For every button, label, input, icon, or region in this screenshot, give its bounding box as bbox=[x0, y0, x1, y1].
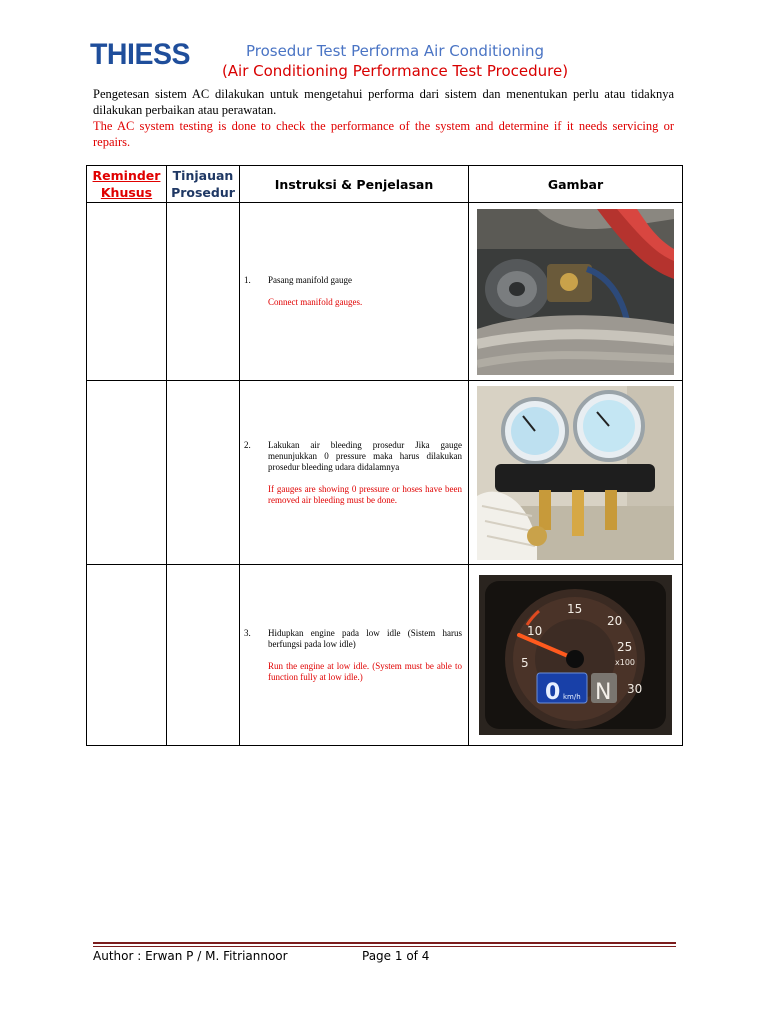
gear-indicator: N bbox=[595, 680, 612, 705]
speed-unit: km/h bbox=[563, 693, 581, 701]
tach-tick-20: 20 bbox=[607, 614, 623, 628]
table-row bbox=[87, 381, 683, 565]
tinjauan-cell bbox=[167, 565, 240, 746]
step-text-en: Run the engine at low idle. (System must be able to function fully at low idle.) bbox=[268, 660, 462, 682]
step-number: 2. bbox=[244, 439, 251, 450]
step-text-en: If gauges are showing 0 pressure or hoses have been removed air bleeding must be done. bbox=[268, 483, 462, 505]
table-row bbox=[87, 565, 683, 746]
tach-unit: x100 bbox=[615, 658, 636, 667]
reminder-cell bbox=[87, 565, 167, 746]
page-number: Page 1 of 4 bbox=[362, 949, 430, 963]
instruction-cell bbox=[240, 203, 469, 381]
speed-readout: 0 bbox=[545, 680, 561, 705]
image-cell bbox=[469, 203, 683, 381]
manifold-photo bbox=[477, 209, 674, 375]
thiess-logo: THIESS bbox=[90, 38, 191, 71]
step-number: 1. bbox=[244, 275, 251, 285]
tach-tick-30: 30 bbox=[627, 682, 643, 696]
page-title: Prosedur Test Performa Air Conditioning bbox=[245, 42, 545, 60]
header-gambar: Gambar bbox=[469, 166, 683, 203]
intro-english: The AC system testing is done to check the performance of the system and determine if it needs servicing or repairs. bbox=[93, 119, 674, 149]
image-cell bbox=[469, 565, 683, 746]
instruction-cell bbox=[240, 565, 469, 746]
footer-author: Author : Erwan P / M. Fitriannoor bbox=[93, 949, 288, 963]
tach-tick-5: 5 bbox=[521, 656, 529, 670]
reminder-cell bbox=[87, 203, 167, 381]
step-text-id: Hidupkan engine pada low idle (Sistem harus berfungsi pada low idle) bbox=[268, 627, 462, 649]
step-text-id: Pasang manifold gauge bbox=[268, 275, 352, 285]
footer-rule bbox=[93, 942, 676, 944]
table-row bbox=[87, 203, 683, 381]
page-subtitle: (Air Conditioning Performance Test Procedure) bbox=[221, 62, 569, 80]
step-number: 3. bbox=[244, 627, 251, 638]
step-text-id: Lakukan air bleeding prosedur Jika gauge menunjukkan 0 pressure maka harus dilakukan prosedur bleeding udara didalamnya bbox=[268, 439, 462, 472]
intro-indonesian: Pengetesan sistem AC dilakukan untuk mengetahui performa dari sistem dan menentukan perlu atau tidaknya dilakukan perbaikan atau perawatan. bbox=[93, 87, 674, 117]
tinjauan-cell bbox=[167, 203, 240, 381]
tinjauan-cell bbox=[167, 381, 240, 565]
procedure-table bbox=[86, 165, 683, 746]
instruction-cell bbox=[240, 381, 469, 565]
header-reminder: Reminder Khusus bbox=[87, 166, 167, 203]
image-cell bbox=[469, 381, 683, 565]
table-header-row bbox=[87, 166, 683, 203]
tachometer-photo bbox=[479, 575, 672, 735]
header-instruksi: Instruksi & Penjelasan bbox=[240, 166, 469, 203]
tach-tick-15: 15 bbox=[567, 602, 583, 616]
reminder-cell bbox=[87, 381, 167, 565]
step-text-en: Connect manifold gauges. bbox=[268, 297, 363, 307]
gauges-photo bbox=[477, 386, 674, 560]
header-tinjauan: Tinjauan Prosedur bbox=[167, 166, 240, 203]
tach-tick-10: 10 bbox=[527, 624, 543, 638]
footer-rule-thin bbox=[93, 946, 676, 947]
tach-tick-25: 25 bbox=[617, 640, 633, 654]
